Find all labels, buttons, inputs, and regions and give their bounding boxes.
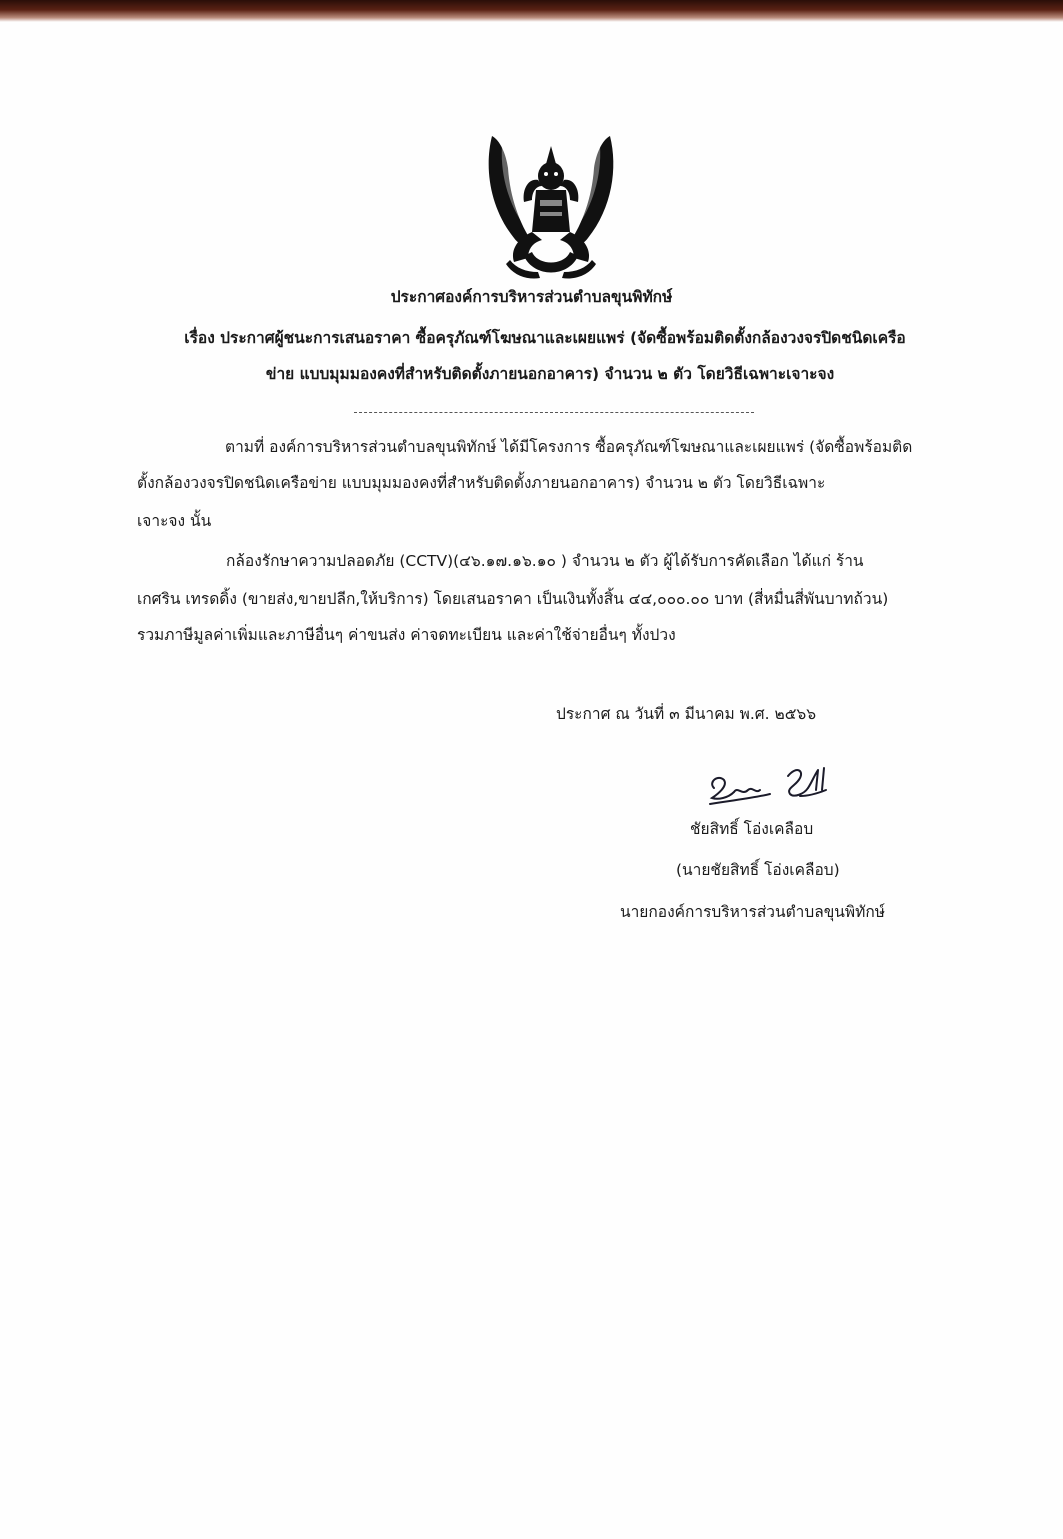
paragraph-1-line-2: ตั้งกล้องวงจรปิดชนิดเครือข่าย แบบมุมมองคงที่สำหรับติดตั้งภายนอกอาคาร) จำนวน ๒ ตัว โดยวิธีเฉพาะ xyxy=(137,474,826,492)
paragraph-1-line-3: เจาะจง นั้น xyxy=(137,512,212,530)
subject-line-2: ข่าย แบบมุมมองคงที่สำหรับติดตั้งภายนอกอาคาร) จำนวน ๒ ตัว โดยวิธีเฉพาะเจาะจง xyxy=(265,365,835,383)
paragraph-2-line-3: รวมภาษีมูลค่าเพิ่มและภาษีอื่นๆ ค่าขนส่ง ค่าจดทะเบียน และค่าใช้จ่ายอื่นๆ ทั้งปวง xyxy=(137,626,676,644)
announcement-date: ประกาศ ณ วันที่ ๓ มีนาคม พ.ศ. ๒๕๖๖ xyxy=(556,705,817,723)
handwritten-signature xyxy=(704,764,836,810)
paragraph-2-line-2: เกศริน เทรดดิ้ง (ขายส่ง,ขายปลีก,ให้บริการ) โดยเสนอราคา เป็นเงินทั้งสิ้น ๔๔,๐๐๐.๐๐ บาท (สี่หมื่นสี่พันบาทถ้วน) xyxy=(137,590,889,608)
photo-top-edge xyxy=(0,0,1063,22)
signer-full-name: (นายชัยสิทธิ์ โอ่งเคลือบ) xyxy=(676,861,840,879)
signer-name: ชัยสิทธิ์ โอ่งเคลือบ xyxy=(690,820,814,838)
subject-line-1: เรื่อง ประกาศผู้ชนะการเสนอราคา ซื้อครุภัณฑ์โฆษณาและเผยแพร่ (จัดซื้อพร้อมติดตั้งกล้องวงจรปิดชนิดเครือ xyxy=(184,329,906,347)
separator-rule xyxy=(354,412,754,413)
organization-heading: ประกาศองค์การบริหารส่วนตำบลขุนพิทักษ์ xyxy=(390,288,673,306)
paragraph-2-line-1: กล้องรักษาความปลอดภัย (CCTV)(๔๖.๑๗.๑๖.๑๐ ) จำนวน ๒ ตัว ผู้ได้รับการคัดเลือก ได้แก่ ร้าน xyxy=(226,552,864,570)
signer-position: นายกองค์การบริหารส่วนตำบลขุนพิทักษ์ xyxy=(620,903,885,921)
garuda-emblem-icon xyxy=(484,128,618,284)
paragraph-1-line-1: ตามที่ องค์การบริหารส่วนตำบลขุนพิทักษ์ ได้มีโครงการ ซื้อครุภัณฑ์โฆษณาและเผยแพร่ (จัดซื้อพร้อมติด xyxy=(225,438,913,456)
